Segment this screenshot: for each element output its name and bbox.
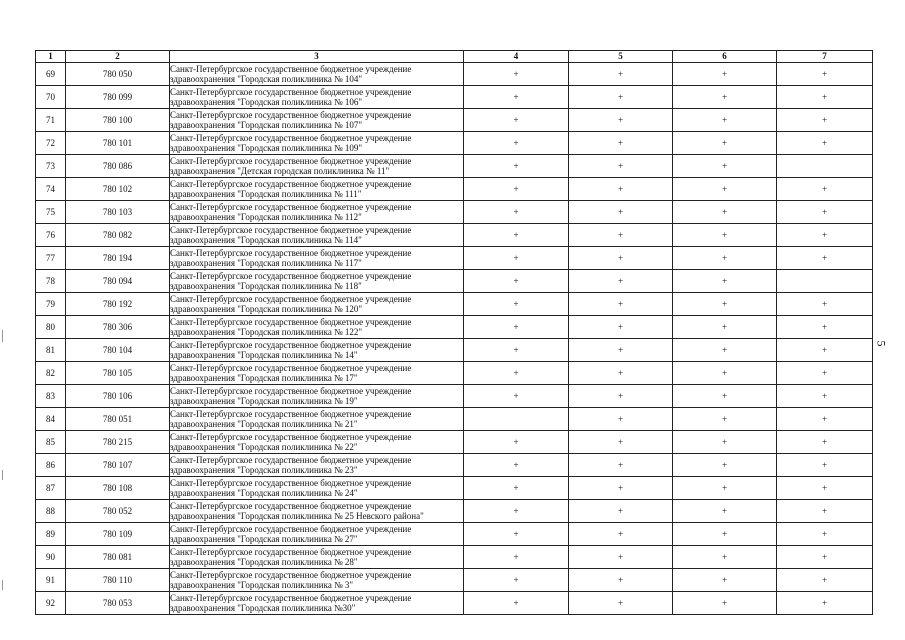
institution-name <box>170 201 464 224</box>
mark-col-6: + <box>673 224 777 247</box>
institution-name-line-1: Санкт-Петербургское государственное бюджетное учреждение <box>170 409 412 419</box>
mark-col-5: + <box>569 362 673 385</box>
institution-name-line-2: здравоохранения "Городская поликлиника № 114" <box>170 235 362 245</box>
institution-name <box>170 500 464 523</box>
mark-col-7: + <box>777 293 873 316</box>
table-row <box>36 362 873 385</box>
institution-name-line-2: здравоохранения "Городская поликлиника № 117" <box>170 258 362 268</box>
institution-name-line-2: здравоохранения "Городская поликлиника № 23" <box>170 465 358 475</box>
mark-col-4: + <box>464 270 569 293</box>
mark-col-4 <box>464 408 569 431</box>
institution-code: 780 050 <box>66 63 170 86</box>
mark-col-5: + <box>569 86 673 109</box>
row-number: 92 <box>36 592 66 615</box>
mark-col-6: + <box>673 201 777 224</box>
institution-name-line-2: здравоохранения "Городская поликлиника № 120" <box>170 304 363 314</box>
mark-col-7 <box>777 155 873 178</box>
mark-col-7: + <box>777 385 873 408</box>
mark-col-4: + <box>464 109 569 132</box>
mark-col-6: + <box>673 523 777 546</box>
institution-name-line-1: Санкт-Петербургское государственное бюджетное учреждение <box>170 501 412 511</box>
institution-name <box>170 569 464 592</box>
header-col-7: 7 <box>777 51 873 63</box>
mark-col-4: + <box>464 523 569 546</box>
mark-col-4: + <box>464 385 569 408</box>
institution-name-line-1: Санкт-Петербургское государственное бюджетное учреждение <box>170 225 412 235</box>
institution-code: 780 103 <box>66 201 170 224</box>
row-number: 80 <box>36 316 66 339</box>
table-row <box>36 63 873 86</box>
table-row <box>36 86 873 109</box>
institution-name <box>170 408 464 431</box>
mark-col-5: + <box>569 454 673 477</box>
mark-col-6: + <box>673 293 777 316</box>
mark-col-7: + <box>777 86 873 109</box>
table-row <box>36 500 873 523</box>
table-row <box>36 132 873 155</box>
mark-col-7: + <box>777 592 873 615</box>
institution-name-line-2: здравоохранения "Городская поликлиника № 24" <box>170 488 358 498</box>
table-row <box>36 523 873 546</box>
table-row <box>36 109 873 132</box>
institution-code: 780 109 <box>66 523 170 546</box>
mark-col-4: + <box>464 63 569 86</box>
institution-name <box>170 316 464 339</box>
mark-col-7: + <box>777 569 873 592</box>
row-number: 90 <box>36 546 66 569</box>
institution-name-line-2: здравоохранения "Городская поликлиника №30" <box>170 603 356 613</box>
mark-col-4: + <box>464 132 569 155</box>
institution-code: 780 082 <box>66 224 170 247</box>
table-header <box>36 51 873 63</box>
mark-col-4: + <box>464 293 569 316</box>
mark-col-4: + <box>464 546 569 569</box>
institution-name <box>170 293 464 316</box>
row-number: 76 <box>36 224 66 247</box>
header-col-1: 1 <box>36 51 66 63</box>
institution-name-line-2: здравоохранения "Городская поликлиника № 104" <box>170 74 363 84</box>
mark-col-6: + <box>673 270 777 293</box>
row-number: 69 <box>36 63 66 86</box>
row-number: 72 <box>36 132 66 155</box>
mark-col-6: + <box>673 569 777 592</box>
header-col-6: 6 <box>673 51 777 63</box>
row-number: 91 <box>36 569 66 592</box>
institution-code: 780 110 <box>66 569 170 592</box>
mark-col-5: + <box>569 339 673 362</box>
mark-col-6: + <box>673 454 777 477</box>
institution-name-line-2: здравоохранения "Городская поликлиника № 118" <box>170 281 362 291</box>
institution-name <box>170 63 464 86</box>
mark-col-4: + <box>464 592 569 615</box>
table-row <box>36 385 873 408</box>
mark-col-4: + <box>464 500 569 523</box>
mark-col-5: + <box>569 63 673 86</box>
mark-col-5: + <box>569 270 673 293</box>
table-row <box>36 293 873 316</box>
institution-name <box>170 385 464 408</box>
institution-name-line-2: здравоохранения "Городская поликлиника № 21" <box>170 419 358 429</box>
table-row <box>36 247 873 270</box>
mark-col-5: + <box>569 477 673 500</box>
table-row <box>36 339 873 362</box>
row-number: 85 <box>36 431 66 454</box>
mark-col-7: + <box>777 523 873 546</box>
table-row <box>36 178 873 201</box>
mark-col-7: + <box>777 408 873 431</box>
mark-col-5: + <box>569 316 673 339</box>
institution-name <box>170 454 464 477</box>
row-number: 71 <box>36 109 66 132</box>
institution-name-line-2: здравоохранения "Городская поликлиника № 22" <box>170 442 358 452</box>
institution-code: 780 192 <box>66 293 170 316</box>
mark-col-4: + <box>464 316 569 339</box>
institution-name <box>170 477 464 500</box>
institution-name <box>170 546 464 569</box>
institution-code: 780 104 <box>66 339 170 362</box>
mark-col-6: + <box>673 132 777 155</box>
mark-col-6: + <box>673 592 777 615</box>
table-row <box>36 224 873 247</box>
mark-col-7 <box>777 270 873 293</box>
mark-col-6: + <box>673 477 777 500</box>
mark-col-4: + <box>464 569 569 592</box>
table-row <box>36 546 873 569</box>
institution-name-line-1: Санкт-Петербургское государственное бюджетное учреждение <box>170 64 412 74</box>
table-row <box>36 592 873 615</box>
institution-name <box>170 178 464 201</box>
mark-col-6: + <box>673 431 777 454</box>
table-row <box>36 477 873 500</box>
row-number: 79 <box>36 293 66 316</box>
institution-name-line-1: Санкт-Петербургское государственное бюджетное учреждение <box>170 455 412 465</box>
mark-col-4: + <box>464 362 569 385</box>
institution-code: 780 052 <box>66 500 170 523</box>
institution-name <box>170 224 464 247</box>
mark-col-4: + <box>464 477 569 500</box>
mark-col-6: + <box>673 247 777 270</box>
institution-name-line-2: здравоохранения "Городская поликлиника № 122" <box>170 327 363 337</box>
mark-col-7: + <box>777 132 873 155</box>
institution-code: 780 306 <box>66 316 170 339</box>
mark-col-4: + <box>464 247 569 270</box>
mark-col-4: + <box>464 224 569 247</box>
institution-name-line-2: здравоохранения "Городская поликлиника № 25 Невского района" <box>170 511 424 521</box>
header-col-5: 5 <box>569 51 673 63</box>
institution-name-line-2: здравоохранения "Городская поликлиника № 3" <box>170 580 354 590</box>
row-number: 78 <box>36 270 66 293</box>
institution-name <box>170 339 464 362</box>
institution-name-line-2: здравоохранения "Городская поликлиника № 112" <box>170 212 362 222</box>
institution-name <box>170 362 464 385</box>
institution-name-line-1: Санкт-Петербургское государственное бюджетное учреждение <box>170 202 412 212</box>
institution-name-line-1: Санкт-Петербургское государственное бюджетное учреждение <box>170 432 412 442</box>
mark-col-5: + <box>569 385 673 408</box>
institution-code: 780 215 <box>66 431 170 454</box>
institution-name-line-2: здравоохранения "Городская поликлиника № 27" <box>170 534 358 544</box>
header-col-3: 3 <box>170 51 464 63</box>
scan-edge-mark <box>2 330 3 342</box>
institution-code: 780 101 <box>66 132 170 155</box>
mark-col-5: + <box>569 109 673 132</box>
mark-col-6: + <box>673 109 777 132</box>
institution-name <box>170 523 464 546</box>
mark-col-7: + <box>777 224 873 247</box>
mark-col-6: + <box>673 178 777 201</box>
institution-code: 780 094 <box>66 270 170 293</box>
institution-name <box>170 86 464 109</box>
institution-name-line-1: Санкт-Петербургское государственное бюджетное учреждение <box>170 593 412 603</box>
institution-name-line-1: Санкт-Петербургское государственное бюджетное учреждение <box>170 547 412 557</box>
row-number: 77 <box>36 247 66 270</box>
mark-col-7: + <box>777 109 873 132</box>
row-number: 87 <box>36 477 66 500</box>
institution-name-line-2: здравоохранения "Городская поликлиника № 17" <box>170 373 358 383</box>
mark-col-5: + <box>569 155 673 178</box>
institution-name-line-1: Санкт-Петербургское государственное бюджетное учреждение <box>170 156 412 166</box>
mark-col-4: + <box>464 454 569 477</box>
mark-col-6: + <box>673 408 777 431</box>
institution-name <box>170 132 464 155</box>
table-row <box>36 155 873 178</box>
mark-col-5: + <box>569 408 673 431</box>
mark-col-4: + <box>464 178 569 201</box>
row-number: 89 <box>36 523 66 546</box>
scan-edge-mark <box>2 470 3 480</box>
mark-col-5: + <box>569 247 673 270</box>
mark-col-7: + <box>777 178 873 201</box>
institution-code: 780 053 <box>66 592 170 615</box>
mark-col-7: + <box>777 63 873 86</box>
institution-name-line-1: Санкт-Петербургское государственное бюджетное учреждение <box>170 386 412 396</box>
table-row <box>36 316 873 339</box>
institution-name-line-2: здравоохранения "Городская поликлиника № 14" <box>170 350 358 360</box>
mark-col-6: + <box>673 339 777 362</box>
institution-name-line-1: Санкт-Петербургское государственное бюджетное учреждение <box>170 340 412 350</box>
mark-col-5: + <box>569 293 673 316</box>
institution-name-line-1: Санкт-Петербургское государственное бюджетное учреждение <box>170 524 412 534</box>
mark-col-6: + <box>673 155 777 178</box>
mark-col-4: + <box>464 339 569 362</box>
institution-code: 780 099 <box>66 86 170 109</box>
institution-name-line-1: Санкт-Петербургское государственное бюджетное учреждение <box>170 294 412 304</box>
mark-col-6: + <box>673 362 777 385</box>
mark-col-5: + <box>569 224 673 247</box>
mark-col-5: + <box>569 546 673 569</box>
row-number: 88 <box>36 500 66 523</box>
mark-col-6: + <box>673 546 777 569</box>
table-body <box>36 63 873 615</box>
mark-col-7: + <box>777 339 873 362</box>
mark-col-5: + <box>569 431 673 454</box>
row-number: 86 <box>36 454 66 477</box>
institution-name-line-1: Санкт-Петербургское государственное бюджетное учреждение <box>170 271 412 281</box>
table-row <box>36 569 873 592</box>
institution-name-line-2: здравоохранения "Городская поликлиника № 19" <box>170 396 358 406</box>
row-number: 75 <box>36 201 66 224</box>
institution-code: 780 107 <box>66 454 170 477</box>
row-number: 83 <box>36 385 66 408</box>
mark-col-4: + <box>464 431 569 454</box>
mark-col-7: + <box>777 247 873 270</box>
table-row <box>36 201 873 224</box>
institution-name-line-2: здравоохранения "Городская поликлиника № 111" <box>170 189 362 199</box>
header-col-2: 2 <box>66 51 170 63</box>
table-row <box>36 431 873 454</box>
mark-col-6: + <box>673 316 777 339</box>
institution-name-line-1: Санкт-Петербургское государственное бюджетное учреждение <box>170 179 412 189</box>
mark-col-7: + <box>777 454 873 477</box>
mark-col-6: + <box>673 385 777 408</box>
institution-name-line-2: здравоохранения "Городская поликлиника № 28" <box>170 557 358 567</box>
mark-col-6: + <box>673 86 777 109</box>
mark-col-7: + <box>777 546 873 569</box>
register-table <box>35 50 873 615</box>
institution-name-line-1: Санкт-Петербургское государственное бюджетное учреждение <box>170 248 412 258</box>
institution-name <box>170 431 464 454</box>
mark-col-5: + <box>569 523 673 546</box>
row-number: 82 <box>36 362 66 385</box>
institution-code: 780 102 <box>66 178 170 201</box>
institution-code: 780 194 <box>66 247 170 270</box>
mark-col-7: + <box>777 477 873 500</box>
institution-name-line-1: Санкт-Петербургское государственное бюджетное учреждение <box>170 363 412 373</box>
row-number: 74 <box>36 178 66 201</box>
mark-col-5: + <box>569 201 673 224</box>
institution-code: 780 105 <box>66 362 170 385</box>
institution-code: 780 106 <box>66 385 170 408</box>
mark-col-6: + <box>673 63 777 86</box>
mark-col-4: + <box>464 86 569 109</box>
mark-col-4: + <box>464 201 569 224</box>
mark-col-5: + <box>569 500 673 523</box>
institution-name <box>170 247 464 270</box>
institution-name-line-2: здравоохранения "Городская поликлиника № 107" <box>170 120 363 130</box>
institution-name-line-1: Санкт-Петербургское государственное бюджетное учреждение <box>170 478 412 488</box>
institution-code: 780 051 <box>66 408 170 431</box>
mark-col-7: + <box>777 201 873 224</box>
institution-name-line-1: Санкт-Петербургское государственное бюджетное учреждение <box>170 317 412 327</box>
institution-name-line-1: Санкт-Петербургское государственное бюджетное учреждение <box>170 133 412 143</box>
institution-code: 780 108 <box>66 477 170 500</box>
institution-code: 780 081 <box>66 546 170 569</box>
mark-col-5: + <box>569 132 673 155</box>
institution-name-line-2: здравоохранения "Городская поликлиника № 106" <box>170 97 363 107</box>
header-row <box>36 51 873 63</box>
institution-name <box>170 270 464 293</box>
scan-edge-mark <box>2 580 3 590</box>
mark-col-4: + <box>464 155 569 178</box>
institution-code: 780 086 <box>66 155 170 178</box>
mark-col-7: + <box>777 362 873 385</box>
institution-code: 780 100 <box>66 109 170 132</box>
institution-name <box>170 592 464 615</box>
row-number: 70 <box>36 86 66 109</box>
row-number: 84 <box>36 408 66 431</box>
table-row <box>36 408 873 431</box>
table-row <box>36 270 873 293</box>
page-number: 5 <box>874 340 889 347</box>
mark-col-5: + <box>569 178 673 201</box>
table-row <box>36 454 873 477</box>
mark-col-7: + <box>777 431 873 454</box>
institution-name-line-1: Санкт-Петербургское государственное бюджетное учреждение <box>170 110 412 120</box>
institution-name-line-1: Санкт-Петербургское государственное бюджетное учреждение <box>170 87 412 97</box>
mark-col-6: + <box>673 500 777 523</box>
mark-col-5: + <box>569 569 673 592</box>
institution-name-line-2: здравоохранения "Детская городская поликлиника № 11" <box>170 166 390 176</box>
mark-col-5: + <box>569 592 673 615</box>
header-col-4: 4 <box>464 51 569 63</box>
institution-name-line-2: здравоохранения "Городская поликлиника № 109" <box>170 143 363 153</box>
row-number: 81 <box>36 339 66 362</box>
institution-name-line-1: Санкт-Петербургское государственное бюджетное учреждение <box>170 570 412 580</box>
mark-col-7: + <box>777 500 873 523</box>
institution-name <box>170 109 464 132</box>
row-number: 73 <box>36 155 66 178</box>
institution-name <box>170 155 464 178</box>
mark-col-7: + <box>777 316 873 339</box>
